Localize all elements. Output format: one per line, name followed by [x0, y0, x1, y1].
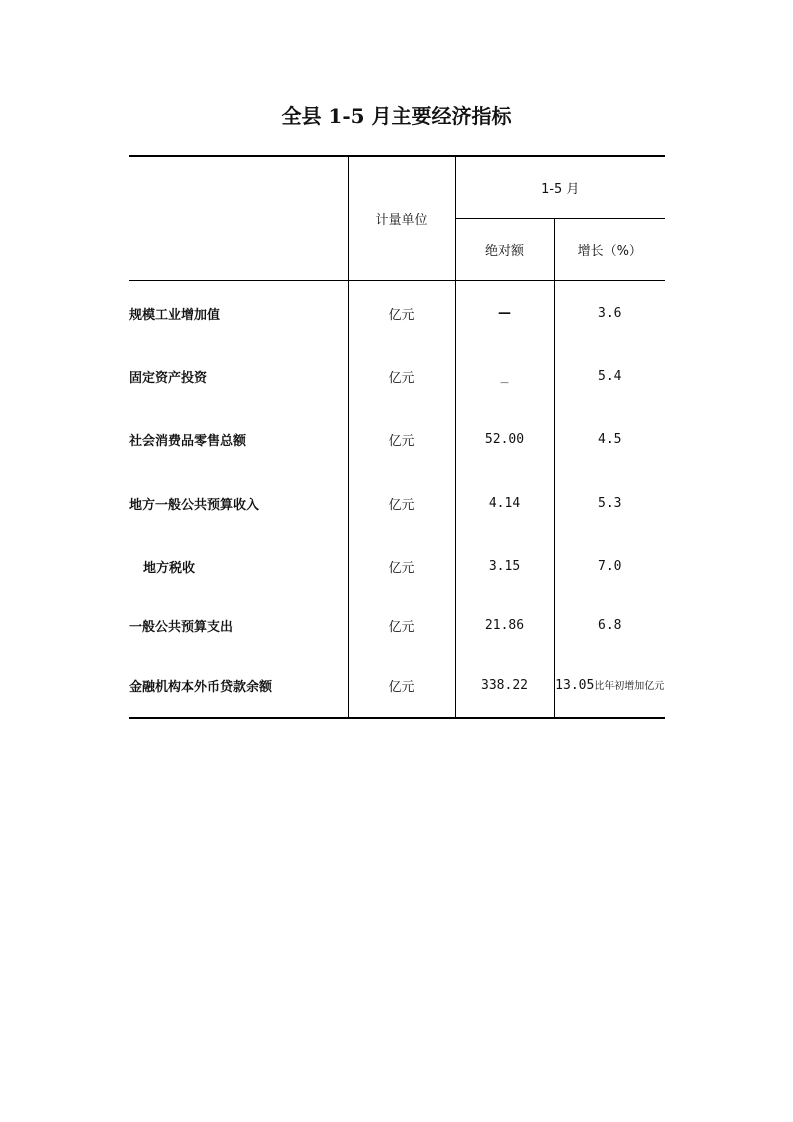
growth-value: 13.05 [555, 678, 595, 693]
growth-value: 6.8 [598, 618, 622, 633]
page-title: 全县 1-5 月主要经济指标 [281, 104, 512, 128]
absolute-value: 52.00 [455, 408, 554, 471]
economic-indicators-table [129, 155, 665, 719]
absolute-value: 21.86 [455, 598, 554, 653]
indicator-name: 地方税收 [129, 535, 348, 598]
unit-cell: 亿元 [348, 281, 455, 346]
table-row [129, 281, 665, 346]
unit-cell: 亿元 [348, 653, 455, 718]
header-blank-cell [129, 156, 348, 281]
table-row [129, 535, 665, 598]
unit-cell: 亿元 [348, 408, 455, 471]
unit-cell: 亿元 [348, 345, 455, 408]
indicator-name: 规模工业增加值 [129, 281, 348, 346]
growth-cell [554, 653, 665, 718]
indicator-name: 社会消费品零售总额 [129, 408, 348, 471]
header-unit: 计量单位 [348, 156, 455, 281]
growth-value: 7.0 [598, 559, 622, 574]
indicator-name: 一般公共预算支出 [129, 598, 348, 653]
table-row [129, 345, 665, 408]
table-row [129, 653, 665, 718]
table-row [129, 471, 665, 535]
indicator-name: 固定资产投资 [129, 345, 348, 408]
absolute-value: 338.22 [455, 653, 554, 718]
absolute-value: 4.14 [455, 471, 554, 535]
indicator-name: 地方一般公共预算收入 [129, 471, 348, 535]
absolute-value: — [455, 281, 554, 346]
growth-value: 3.6 [598, 305, 622, 321]
header-absolute: 绝对额 [455, 219, 554, 281]
growth-value: 5.4 [598, 369, 622, 384]
header-growth: 增长（%） [577, 244, 642, 259]
table-row [129, 598, 665, 653]
unit-cell: 亿元 [348, 598, 455, 653]
unit-cell: 亿元 [348, 535, 455, 598]
absolute-value: 3.15 [455, 535, 554, 598]
table-row [129, 408, 665, 471]
growth-note: 比年初增加亿元 [594, 681, 665, 692]
absolute-value: _ [455, 345, 554, 408]
indicator-name: 金融机构本外币贷款余额 [129, 653, 348, 718]
growth-value: 4.5 [598, 432, 622, 447]
growth-value: 5.3 [598, 495, 622, 511]
header-period: 1-5 月 [455, 156, 665, 219]
unit-cell: 亿元 [348, 471, 455, 535]
